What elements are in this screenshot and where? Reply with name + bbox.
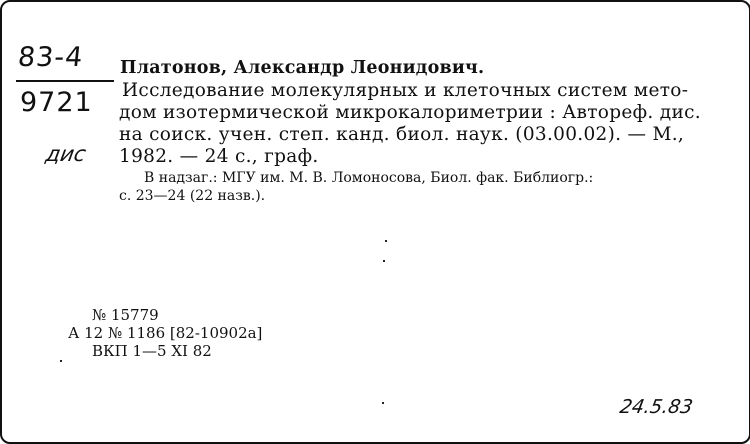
catalog-numbers (68, 306, 262, 360)
title-line: Исследование молекулярных и клеточных систем мето- (122, 80, 689, 101)
catalog-number-line: ВКП 1—5 XI 82 (92, 342, 212, 360)
call-number-divider (16, 80, 114, 82)
title-line: дом изотермической микрокалориметрии : Автореф. дис. (119, 102, 701, 123)
handwritten-call-number-top: 83-4 (16, 42, 85, 73)
speck (383, 260, 385, 262)
speck (382, 402, 384, 404)
handwritten-mark: дис (43, 142, 88, 166)
title-line: на соиск. учен. степ. канд. биол. наук. (03.00.02). — М., (119, 124, 685, 145)
author-name: Платонов, Александр Леонидович. (120, 58, 485, 78)
catalog-number-line: А 12 № 1186 [82-10902а] (68, 324, 263, 342)
notes-block (119, 169, 593, 205)
note-line: с. 23—24 (22 назв.). (119, 188, 266, 204)
handwritten-call-number-bottom: 9721 (20, 87, 93, 118)
title-block (119, 80, 701, 168)
speck (385, 240, 387, 242)
title-line: 1982. — 24 с., граф. (119, 146, 319, 167)
catalog-number-line: № 15779 (92, 306, 159, 324)
handwritten-signature: 24.5.83 (618, 396, 695, 418)
speck (60, 360, 62, 362)
note-line: В надзаг.: МГУ им. М. В. Ломоносова, Биол. фак. Библиогр.: (144, 170, 594, 186)
